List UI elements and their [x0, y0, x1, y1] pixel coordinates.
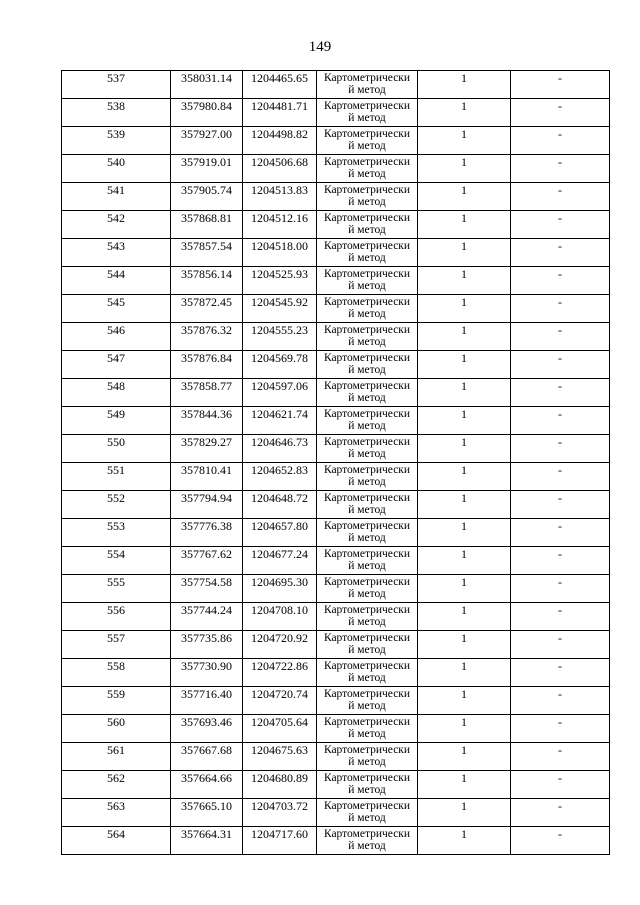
method-cell: [317, 295, 418, 323]
method-text-line: й метод: [348, 308, 386, 320]
y-coordinate-cell: 1204657.80: [243, 519, 317, 547]
y-coordinate-cell: 1204513.83: [243, 183, 317, 211]
method-text-line: й метод: [348, 728, 386, 740]
point-number-cell: 559: [62, 687, 171, 715]
method-text-line: Картометрически: [323, 716, 411, 728]
accuracy-cell: 1: [418, 715, 511, 743]
accuracy-cell: 1: [418, 519, 511, 547]
point-number-cell: 543: [62, 239, 171, 267]
x-coordinate-cell: 357744.24: [171, 603, 243, 631]
table-row: [62, 799, 610, 827]
note-cell: -: [511, 519, 610, 547]
note-cell: -: [511, 547, 610, 575]
x-coordinate-cell: 357876.84: [171, 351, 243, 379]
x-coordinate-cell: 357856.14: [171, 267, 243, 295]
method-cell: [317, 127, 418, 155]
point-number-cell: 553: [62, 519, 171, 547]
accuracy-cell: 1: [418, 491, 511, 519]
y-coordinate-cell: 1204597.06: [243, 379, 317, 407]
x-coordinate-cell: 357829.27: [171, 435, 243, 463]
accuracy-cell: 1: [418, 295, 511, 323]
y-coordinate-cell: 1204695.30: [243, 575, 317, 603]
x-coordinate-cell: 357730.90: [171, 659, 243, 687]
method-cell: [317, 743, 418, 771]
x-coordinate-cell: 358031.14: [171, 71, 243, 99]
accuracy-cell: 1: [418, 239, 511, 267]
method-cell: [317, 379, 418, 407]
method-cell: [317, 323, 418, 351]
note-cell: -: [511, 71, 610, 99]
method-text-line: Картометрически: [323, 632, 411, 644]
table-row: [62, 827, 610, 855]
method-text-line: Картометрически: [323, 268, 411, 280]
accuracy-cell: 1: [418, 799, 511, 827]
method-text-line: Картометрически: [323, 240, 411, 252]
table-body: [62, 71, 610, 855]
point-number-cell: 564: [62, 827, 171, 855]
method-text-line: й метод: [348, 140, 386, 152]
accuracy-cell: 1: [418, 435, 511, 463]
method-cell: [317, 155, 418, 183]
y-coordinate-cell: 1204722.86: [243, 659, 317, 687]
method-cell: [317, 211, 418, 239]
y-coordinate-cell: 1204518.00: [243, 239, 317, 267]
y-coordinate-cell: 1204720.74: [243, 687, 317, 715]
method-text-line: й метод: [348, 840, 386, 852]
y-coordinate-cell: 1204525.93: [243, 267, 317, 295]
note-cell: -: [511, 127, 610, 155]
x-coordinate-cell: 357810.41: [171, 463, 243, 491]
point-number-cell: 552: [62, 491, 171, 519]
y-coordinate-cell: 1204506.68: [243, 155, 317, 183]
point-number-cell: 551: [62, 463, 171, 491]
method-cell: [317, 267, 418, 295]
method-cell: [317, 519, 418, 547]
note-cell: -: [511, 575, 610, 603]
method-cell: [317, 603, 418, 631]
note-cell: -: [511, 827, 610, 855]
method-text-line: й метод: [348, 644, 386, 656]
point-number-cell: 550: [62, 435, 171, 463]
method-text-line: й метод: [348, 616, 386, 628]
x-coordinate-cell: 357735.86: [171, 631, 243, 659]
table-row: [62, 183, 610, 211]
point-number-cell: 538: [62, 99, 171, 127]
method-cell: [317, 659, 418, 687]
table-row: [62, 687, 610, 715]
point-number-cell: 557: [62, 631, 171, 659]
table-row: [62, 267, 610, 295]
table-row: [62, 407, 610, 435]
method-text-line: й метод: [348, 532, 386, 544]
note-cell: -: [511, 799, 610, 827]
method-text-line: й метод: [348, 588, 386, 600]
x-coordinate-cell: 357794.94: [171, 491, 243, 519]
note-cell: -: [511, 295, 610, 323]
method-cell: [317, 71, 418, 99]
table-row: [62, 575, 610, 603]
method-text-line: й метод: [348, 364, 386, 376]
accuracy-cell: 1: [418, 155, 511, 183]
table-row: [62, 631, 610, 659]
method-cell: [317, 183, 418, 211]
method-cell: [317, 771, 418, 799]
point-number-cell: 540: [62, 155, 171, 183]
table-row: [62, 379, 610, 407]
accuracy-cell: 1: [418, 127, 511, 155]
table-row: [62, 435, 610, 463]
accuracy-cell: 1: [418, 771, 511, 799]
table-row: [62, 491, 610, 519]
y-coordinate-cell: 1204621.74: [243, 407, 317, 435]
x-coordinate-cell: 357767.62: [171, 547, 243, 575]
point-number-cell: 539: [62, 127, 171, 155]
y-coordinate-cell: 1204717.60: [243, 827, 317, 855]
method-text-line: Картометрически: [323, 800, 411, 812]
accuracy-cell: 1: [418, 267, 511, 295]
note-cell: -: [511, 491, 610, 519]
method-text-line: й метод: [348, 392, 386, 404]
y-coordinate-cell: 1204652.83: [243, 463, 317, 491]
point-number-cell: 548: [62, 379, 171, 407]
accuracy-cell: 1: [418, 183, 511, 211]
note-cell: -: [511, 603, 610, 631]
note-cell: -: [511, 239, 610, 267]
accuracy-cell: 1: [418, 743, 511, 771]
table-row: [62, 715, 610, 743]
accuracy-cell: 1: [418, 211, 511, 239]
table-row: [62, 771, 610, 799]
y-coordinate-cell: 1204677.24: [243, 547, 317, 575]
method-text-line: й метод: [348, 224, 386, 236]
accuracy-cell: 1: [418, 687, 511, 715]
x-coordinate-cell: 357776.38: [171, 519, 243, 547]
method-text-line: Картометрически: [323, 212, 411, 224]
method-text-line: й метод: [348, 504, 386, 516]
method-text-line: Картометрически: [323, 184, 411, 196]
accuracy-cell: 1: [418, 827, 511, 855]
method-cell: [317, 631, 418, 659]
method-text-line: Картометрически: [323, 380, 411, 392]
point-number-cell: 541: [62, 183, 171, 211]
method-text-line: й метод: [348, 448, 386, 460]
table-row: [62, 323, 610, 351]
y-coordinate-cell: 1204648.72: [243, 491, 317, 519]
table-row: [62, 295, 610, 323]
table-row: [62, 519, 610, 547]
x-coordinate-cell: 357857.54: [171, 239, 243, 267]
method-cell: [317, 351, 418, 379]
accuracy-cell: 1: [418, 463, 511, 491]
method-cell: [317, 99, 418, 127]
method-text-line: й метод: [348, 196, 386, 208]
table-row: [62, 127, 610, 155]
method-text-line: Картометрически: [323, 688, 411, 700]
table-row: [62, 211, 610, 239]
table-row: [62, 463, 610, 491]
y-coordinate-cell: 1204703.72: [243, 799, 317, 827]
y-coordinate-cell: 1204545.92: [243, 295, 317, 323]
x-coordinate-cell: 357919.01: [171, 155, 243, 183]
method-cell: [317, 827, 418, 855]
method-text-line: й метод: [348, 112, 386, 124]
method-text-line: Картометрически: [323, 296, 411, 308]
accuracy-cell: 1: [418, 603, 511, 631]
table-row: [62, 351, 610, 379]
table-row: [62, 99, 610, 127]
note-cell: -: [511, 631, 610, 659]
point-number-cell: 562: [62, 771, 171, 799]
method-text-line: Картометрически: [323, 100, 411, 112]
method-text-line: Картометрически: [323, 548, 411, 560]
method-text-line: й метод: [348, 336, 386, 348]
method-text-line: Картометрически: [323, 576, 411, 588]
method-text-line: й метод: [348, 476, 386, 488]
x-coordinate-cell: 357754.58: [171, 575, 243, 603]
method-text-line: й метод: [348, 252, 386, 264]
x-coordinate-cell: 357876.32: [171, 323, 243, 351]
method-cell: [317, 715, 418, 743]
note-cell: -: [511, 351, 610, 379]
method-text-line: Картометрически: [323, 744, 411, 756]
method-cell: [317, 463, 418, 491]
method-cell: [317, 435, 418, 463]
note-cell: -: [511, 155, 610, 183]
table-row: [62, 743, 610, 771]
point-number-cell: 546: [62, 323, 171, 351]
x-coordinate-cell: 357927.00: [171, 127, 243, 155]
page-number: 149: [308, 39, 332, 55]
note-cell: -: [511, 267, 610, 295]
method-cell: [317, 575, 418, 603]
accuracy-cell: 1: [418, 407, 511, 435]
method-text-line: Картометрически: [323, 604, 411, 616]
x-coordinate-cell: 357716.40: [171, 687, 243, 715]
table-row: [62, 659, 610, 687]
method-text-line: Картометрически: [323, 128, 411, 140]
method-text-line: Картометрически: [323, 660, 411, 672]
method-text-line: й метод: [348, 784, 386, 796]
y-coordinate-cell: 1204465.65: [243, 71, 317, 99]
y-coordinate-cell: 1204646.73: [243, 435, 317, 463]
table-row: [62, 603, 610, 631]
note-cell: -: [511, 463, 610, 491]
table-row: [62, 71, 610, 99]
note-cell: -: [511, 379, 610, 407]
point-number-cell: 556: [62, 603, 171, 631]
y-coordinate-cell: 1204498.82: [243, 127, 317, 155]
x-coordinate-cell: 357980.84: [171, 99, 243, 127]
method-cell: [317, 239, 418, 267]
method-text-line: й метод: [348, 420, 386, 432]
method-text-line: Картометрически: [323, 408, 411, 420]
note-cell: -: [511, 743, 610, 771]
point-number-cell: 555: [62, 575, 171, 603]
point-number-cell: 547: [62, 351, 171, 379]
method-text-line: й метод: [348, 812, 386, 824]
accuracy-cell: 1: [418, 547, 511, 575]
method-text-line: й метод: [348, 672, 386, 684]
note-cell: -: [511, 407, 610, 435]
accuracy-cell: 1: [418, 379, 511, 407]
table-row: [62, 239, 610, 267]
method-text-line: Картометрически: [323, 72, 411, 84]
x-coordinate-cell: 357858.77: [171, 379, 243, 407]
note-cell: -: [511, 99, 610, 127]
x-coordinate-cell: 357667.68: [171, 743, 243, 771]
accuracy-cell: 1: [418, 351, 511, 379]
x-coordinate-cell: 357665.10: [171, 799, 243, 827]
method-cell: [317, 491, 418, 519]
method-text-line: й метод: [348, 280, 386, 292]
method-text-line: Картометрически: [323, 772, 411, 784]
y-coordinate-cell: 1204481.71: [243, 99, 317, 127]
accuracy-cell: 1: [418, 71, 511, 99]
method-text-line: й метод: [348, 756, 386, 768]
method-text-line: Картометрически: [323, 520, 411, 532]
accuracy-cell: 1: [418, 575, 511, 603]
x-coordinate-cell: 357664.31: [171, 827, 243, 855]
note-cell: -: [511, 715, 610, 743]
y-coordinate-cell: 1204708.10: [243, 603, 317, 631]
point-number-cell: 549: [62, 407, 171, 435]
accuracy-cell: 1: [418, 99, 511, 127]
point-number-cell: 558: [62, 659, 171, 687]
note-cell: -: [511, 323, 610, 351]
accuracy-cell: 1: [418, 659, 511, 687]
note-cell: -: [511, 687, 610, 715]
accuracy-cell: 1: [418, 323, 511, 351]
note-cell: -: [511, 659, 610, 687]
method-text-line: й метод: [348, 560, 386, 572]
y-coordinate-cell: 1204512.16: [243, 211, 317, 239]
point-number-cell: 560: [62, 715, 171, 743]
note-cell: -: [511, 211, 610, 239]
x-coordinate-cell: 357905.74: [171, 183, 243, 211]
method-text-line: Картометрически: [323, 324, 411, 336]
y-coordinate-cell: 1204569.78: [243, 351, 317, 379]
method-text-line: Картометрически: [323, 492, 411, 504]
method-cell: [317, 407, 418, 435]
point-number-cell: 554: [62, 547, 171, 575]
y-coordinate-cell: 1204555.23: [243, 323, 317, 351]
note-cell: -: [511, 771, 610, 799]
table-row: [62, 547, 610, 575]
method-cell: [317, 799, 418, 827]
y-coordinate-cell: 1204720.92: [243, 631, 317, 659]
method-text-line: Картометрически: [323, 156, 411, 168]
x-coordinate-cell: 357868.81: [171, 211, 243, 239]
method-text-line: Картометрически: [323, 828, 411, 840]
x-coordinate-cell: 357664.66: [171, 771, 243, 799]
coordinates-table: [61, 70, 610, 855]
point-number-cell: 544: [62, 267, 171, 295]
point-number-cell: 545: [62, 295, 171, 323]
note-cell: -: [511, 435, 610, 463]
x-coordinate-cell: 357872.45: [171, 295, 243, 323]
y-coordinate-cell: 1204680.89: [243, 771, 317, 799]
method-text-line: Картометрически: [323, 464, 411, 476]
point-number-cell: 561: [62, 743, 171, 771]
point-number-cell: 563: [62, 799, 171, 827]
method-text-line: Картометрически: [323, 352, 411, 364]
method-text-line: й метод: [348, 168, 386, 180]
method-text-line: й метод: [348, 700, 386, 712]
x-coordinate-cell: 357844.36: [171, 407, 243, 435]
table-row: [62, 155, 610, 183]
method-cell: [317, 687, 418, 715]
method-cell: [317, 547, 418, 575]
point-number-cell: 537: [62, 71, 171, 99]
method-text-line: Картометрически: [323, 436, 411, 448]
x-coordinate-cell: 357693.46: [171, 715, 243, 743]
y-coordinate-cell: 1204705.64: [243, 715, 317, 743]
accuracy-cell: 1: [418, 631, 511, 659]
method-text-line: й метод: [348, 84, 386, 96]
note-cell: -: [511, 183, 610, 211]
y-coordinate-cell: 1204675.63: [243, 743, 317, 771]
point-number-cell: 542: [62, 211, 171, 239]
